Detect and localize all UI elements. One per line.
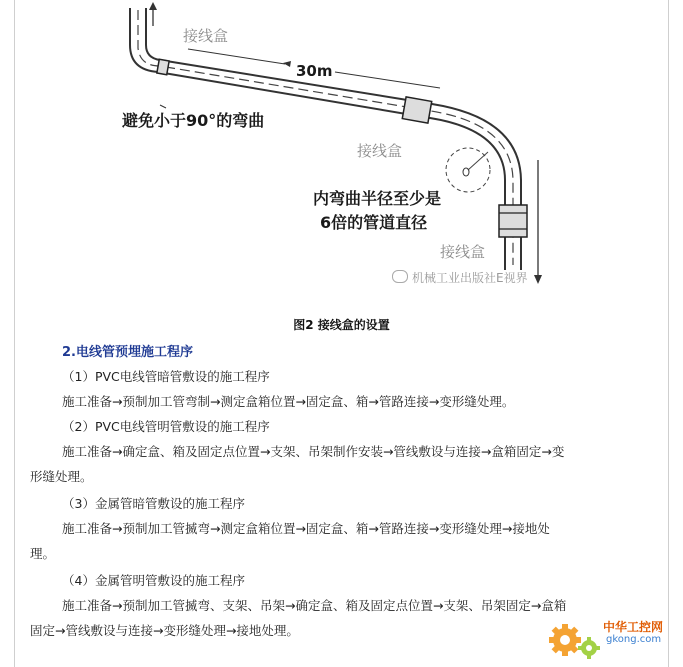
item-3-line-1: 施工准备→预制加工管揻弯→测定盒箱位置→固定盒、箱→管路连接→变形缝处理→接地处 xyxy=(62,521,550,536)
figure-caption: 图2 接线盒的设置 xyxy=(293,318,390,332)
bend-radius-label-line1: 内弯曲半径至少是 xyxy=(313,189,442,208)
watermark xyxy=(392,269,528,286)
bend-radius-label-line2: 6倍的管道直径 xyxy=(320,213,428,232)
item-4-line-1: 施工准备→预制加工管揻弯、支架、吊架→确定盒、箱及固定点位置→支架、吊架固定→盒箱 xyxy=(62,598,567,613)
avoid-bend-label: 避免小于90°的弯曲 xyxy=(122,111,265,130)
item-2-line-2: 形缝处理。 xyxy=(30,469,93,484)
junction-box-label-3: 接线盒 xyxy=(440,243,486,261)
item-2-heading: （2）PVC电线管明管敷设的施工程序 xyxy=(62,419,270,434)
item-1-line-1: 施工准备→预制加工管弯制→测定盒箱位置→固定盒、箱→管路连接→变形缝处理。 xyxy=(62,394,515,409)
section-title: 2.电线管预埋施工程序 xyxy=(62,345,193,360)
item-2-line-1: 施工准备→确定盒、箱及固定点位置→支架、吊架制作安装→管线敷设与连接→盒箱固定→变 xyxy=(62,444,565,459)
logo-url: gkong.com xyxy=(606,634,662,645)
item-4-line-2: 固定→管线敷设与连接→变形缝处理→接地处理。 xyxy=(30,623,299,638)
item-3-line-2: 理。 xyxy=(30,546,56,561)
junction-box-label-2: 接线盒 xyxy=(357,142,403,160)
item-3-heading: （3）金属管暗管敷设的施工程序 xyxy=(62,496,245,511)
logo-name: 中华工控网 xyxy=(603,620,664,634)
conduit-diagram xyxy=(0,0,683,300)
wechat-icon xyxy=(392,270,408,283)
item-1-heading: （1）PVC电线管暗管敷设的施工程序 xyxy=(62,369,270,384)
watermark-text: 机械工业出版社E视界 xyxy=(412,271,528,285)
length-label: 30m xyxy=(296,62,333,80)
item-4-heading: （4）金属管明管敷设的施工程序 xyxy=(62,573,245,588)
junction-box-label-1: 接线盒 xyxy=(183,27,229,45)
conduit-figure xyxy=(0,0,683,300)
